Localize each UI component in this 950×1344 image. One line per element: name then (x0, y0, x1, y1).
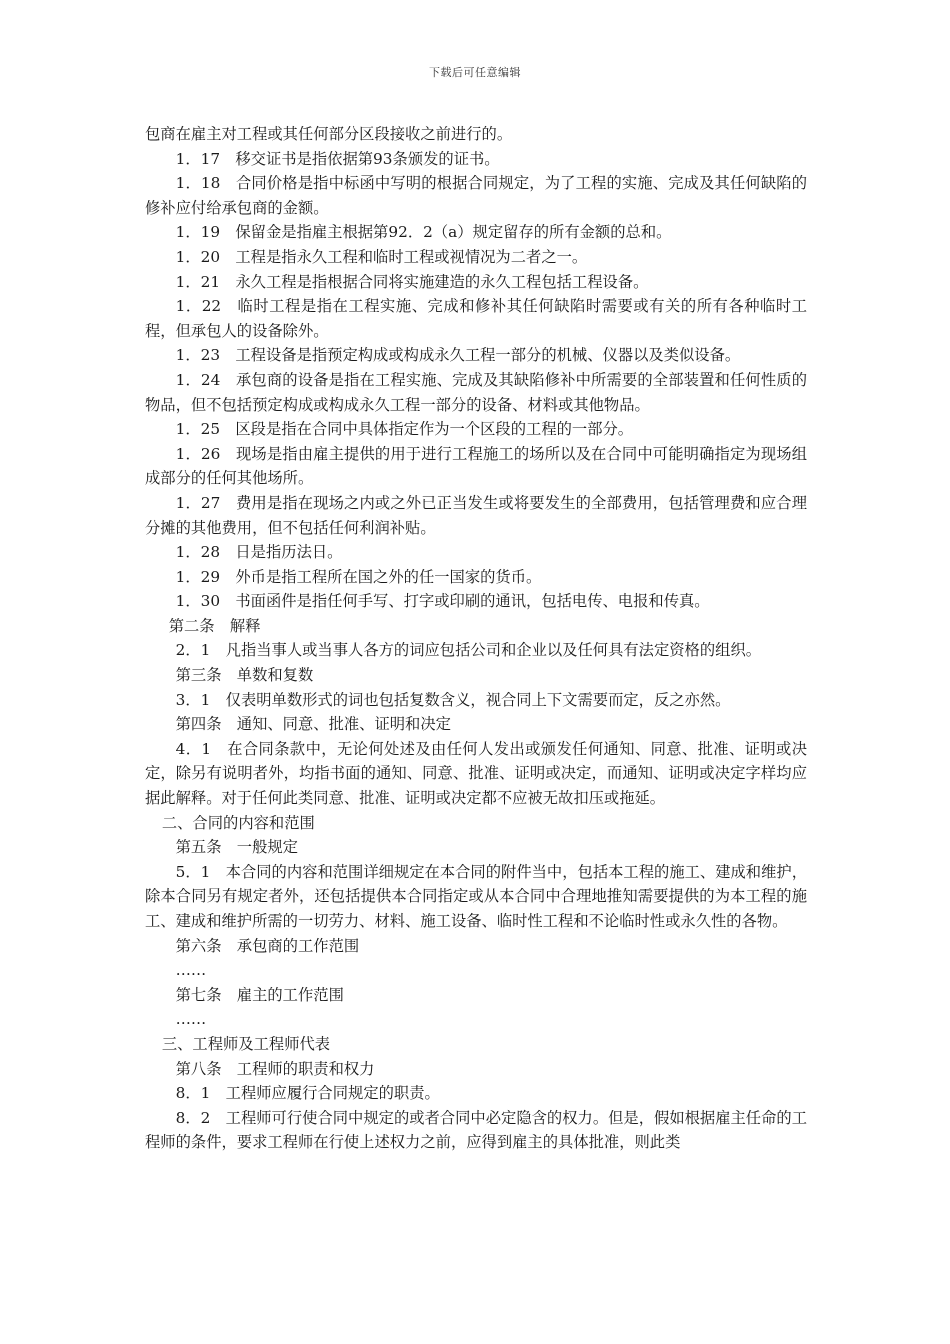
paragraph: 1．24 承包商的设备是指在工程实施、完成及其缺陷修补中所需要的全部装置和任何性质的物品，但不包括预定构成或构成永久工程一部分的设备、材料或其他物品。 (145, 370, 807, 414)
paragraph: 1．17 移交证书是指依据第93条颁发的证书。 (175, 149, 500, 168)
paragraph: 1．19 保留金是指雇主根据第92．2（a）规定留存的所有金额的总和。 (175, 223, 672, 242)
section-heading: 三、工程师及工程师代表 (161, 1034, 331, 1053)
paragraph: 5．1 本合同的内容和范围详细规定在本合同的附件当中，包括本工程的施工、建成和维护，除本合同另有规定者外，还包括提供本合同指定或从本合同中合理地推知需要提供的为本工程的施工、建成和维护所需的一切劳力、材料、施工设备、临时性工程和不论临时性或永久性的各物。 (145, 862, 807, 930)
paragraph: 1．27 费用是指在现场之内或之外已正当发生或将要发生的全部费用，包括管理费和应合理分摊的其他费用，但不包括任何利润补贴。 (145, 493, 807, 537)
article-heading: 第六条 承包商的工作范围 (175, 936, 360, 955)
paragraph: 8．2 工程师可行使合同中规定的或者合同中必定隐含的权力。但是，假如根据雇主任命的工程师的条件，要求工程师在行使上述权力之前，应得到雇主的具体批准，则此类 (145, 1108, 807, 1152)
document-body (145, 122, 807, 1155)
paragraph: 1．28 日是指历法日。 (175, 543, 343, 562)
paragraph: 1．20 工程是指永久工程和临时工程或视情况为二者之一。 (175, 247, 588, 266)
ellipsis: …… (175, 1010, 207, 1029)
paragraph: 包商在雇主对工程或其任何部分区段接收之前进行的。 (145, 125, 513, 143)
section-heading: 二、合同的内容和范围 (161, 813, 315, 832)
page-header: 下载后可任意编辑 (429, 66, 521, 79)
paragraph: 8．1 工程师应履行合同规定的职责。 (175, 1084, 440, 1103)
article-heading: 第五条 一般规定 (175, 838, 298, 857)
article-heading: 第三条 单数和复数 (175, 666, 314, 685)
article-heading: 第二条 解释 (168, 616, 261, 635)
paragraph: 2．1 凡指当事人或当事人各方的词应包括公司和企业以及任何具有法定资格的组织。 (175, 641, 762, 660)
paragraph: 3．1 仅表明单数形式的词也包括复数含义，视合同上下文需要而定，反之亦然。 (175, 690, 731, 709)
article-heading: 第七条 雇主的工作范围 (175, 985, 344, 1004)
paragraph: 1．23 工程设备是指预定构成或构成永久工程一部分的机械、仪器以及类似设备。 (175, 346, 741, 365)
paragraph: 1．25 区段是指在合同中具体指定作为一个区段的工程的一部分。 (175, 420, 634, 439)
article-heading: 第八条 工程师的职责和权力 (175, 1059, 375, 1078)
paragraph: 1．30 书面函件是指任何手写、打字或印刷的通讯，包括电传、电报和传真。 (175, 592, 710, 611)
article-heading: 第四条 通知、同意、批准、证明和决定 (175, 715, 451, 734)
paragraph: 1．22 临时工程是指在工程实施、完成和修补其任何缺陷时需要或有关的所有各种临时工程，但承包人的设备除外。 (145, 297, 807, 340)
paragraph: 4．1 在合同条款中，无论何处述及由任何人发出或颁发任何通知、同意、批准、证明或决定，除另有说明者外，均指书面的通知、同意、批准、证明或决定，而通知、证明或决定字样均应据此解释。对于任何此类同意、批准、证明或决定都不应被无故扣压或拖延。 (145, 739, 807, 808)
paragraph: 1．26 现场是指由雇主提供的用于进行工程施工的场所以及在合同中可能明确指定为现场组成部分的任何其他场所。 (145, 444, 807, 488)
paragraph: 1．18 合同价格是指中标函中写明的根据合同规定，为了工程的实施、完成及其任何缺陷的修补应付给承包商的金额。 (145, 174, 807, 217)
ellipsis: …… (175, 961, 207, 980)
paragraph: 1．21 永久工程是指根据合同将实施建造的永久工程包括工程设备。 (175, 272, 649, 291)
paragraph: 1．29 外币是指工程所在国之外的任一国家的货币。 (175, 567, 542, 586)
